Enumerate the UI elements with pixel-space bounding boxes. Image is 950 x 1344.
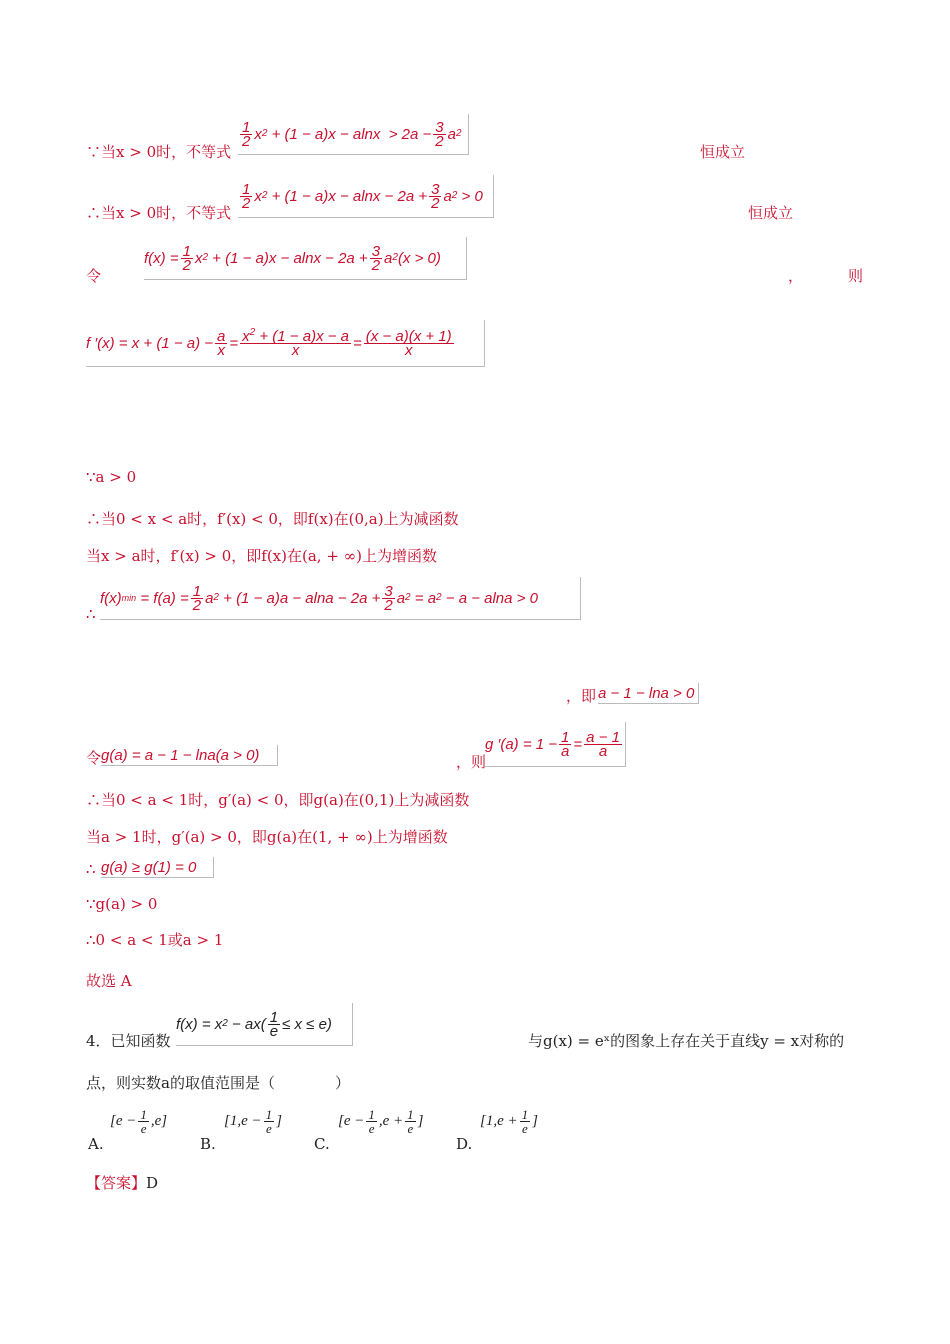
formula-g-derivative: g ′(a) = 1 − $\frac{1}{a}$ = $\frac{a - 1}{a}$ bbox=[485, 722, 626, 767]
formula-g-definition: g(a) = a − 1 − lna(a > 0) bbox=[101, 745, 278, 766]
text-line-1: ∵当x > 0时，不等式 bbox=[86, 143, 232, 161]
question-number: 4．已知函数 bbox=[86, 1032, 171, 1050]
option-b-label: B. bbox=[200, 1135, 216, 1153]
text-line-10: 令 bbox=[86, 749, 102, 767]
text-line-12: 当a > 1时，g′(a) > 0，即g(a)在(1, + ∞)上为增函数 bbox=[86, 828, 448, 846]
text-line-7: 当x > a时，f′(x) > 0，即f(x)在(a, + ∞)上为增函数 bbox=[86, 547, 438, 565]
question-line-2: 点，则实数a的取值范围是（ ） bbox=[86, 1074, 350, 1092]
formula-g-min: g(a) ≥ g(1) = 0 bbox=[101, 857, 214, 878]
text-line-2: ∴当x > 0时，不等式 bbox=[86, 204, 232, 222]
answer-label: 【答案】 bbox=[86, 1174, 147, 1192]
text-line-6: ∴当0 < x < a时，f′(x) < 0，即f(x)在(0,a)上为减函数 bbox=[86, 510, 459, 528]
answer-value: D bbox=[146, 1174, 159, 1192]
text-line-3-then: 则 bbox=[848, 267, 864, 285]
formula-question-f: f(x) = x 2 − ax( $\frac{1}{e}$ ≤ x ≤ e) bbox=[176, 1003, 353, 1046]
text-line-9: ，即 bbox=[566, 687, 597, 705]
formula-derivative: f ′(x) = x + (1 − a) − $\frac{a}{x}$ = $\frac{x^2 + (1 - a)x - a}{x}$ = $\frac{(x - a)(x + 1)}{x}$ bbox=[86, 320, 485, 367]
option-c-formula: [e − $\frac{1}{e}$ ,e + $\frac{1}{e}$ ] bbox=[338, 1107, 424, 1136]
text-line-13: ∴ bbox=[86, 860, 96, 878]
text-line-3: 令 bbox=[86, 267, 102, 285]
formula-f-minimum: f(x) min = f(a) = $\frac{1}{2}$ a 2 + (1 − a)a − alna − 2a + $\frac{3}{2}$ a 2 = a 2 − a − alna > 0 bbox=[100, 577, 581, 620]
formula-f-definition: f(x) = $\frac{1}{2}$ x 2 + (1 − a)x − alnx − 2a + $\frac{3}{2}$ a 2 (x > 0) bbox=[144, 237, 467, 280]
option-a-formula: [e − $\frac{1}{e}$ ,e] bbox=[110, 1107, 168, 1136]
formula-inequality-1: $\frac{1}{2}$ x 2 + (1 − a)x − alnx > 2a − $\frac{3}{2}$ a 2 bbox=[238, 114, 469, 155]
option-d-label: D. bbox=[456, 1135, 473, 1153]
formula-inequality-2: $\frac{1}{2}$ x 2 + (1 − a)x − alnx − 2a + $\frac{3}{2}$ a 2 > 0 bbox=[238, 175, 494, 218]
text-line-11: ∴当0 < a < 1时，g′(a) < 0，即g(a)在(0,1)上为减函数 bbox=[86, 791, 470, 809]
text-line-5: ∵a > 0 bbox=[86, 468, 137, 486]
text-line-3-comma: ， bbox=[788, 267, 804, 285]
question-right-text: 与g(x) = eˣ的图象上存在关于直线y = x对称的 bbox=[528, 1032, 845, 1050]
text-line-2-suffix: 恒成立 bbox=[748, 204, 794, 222]
text-line-1-suffix: 恒成立 bbox=[700, 143, 746, 161]
text-line-14: ∵g(a) > 0 bbox=[86, 895, 158, 913]
text-line-8: ∴ bbox=[86, 605, 96, 623]
text-line-10-then: ，则 bbox=[456, 753, 487, 771]
option-d-formula: [1,e + $\frac{1}{e}$ ] bbox=[480, 1107, 538, 1136]
option-b-formula: [1,e − $\frac{1}{e}$ ] bbox=[224, 1107, 282, 1136]
text-line-15: ∴0 < a < 1或a > 1 bbox=[86, 931, 224, 949]
text-line-16: 故选 A bbox=[86, 972, 132, 990]
option-c-label: C. bbox=[314, 1135, 330, 1153]
answer-line bbox=[86, 1173, 158, 1193]
option-a-label: A. bbox=[88, 1135, 104, 1153]
formula-a-inequality: a − 1 − lna > 0 bbox=[598, 683, 699, 704]
